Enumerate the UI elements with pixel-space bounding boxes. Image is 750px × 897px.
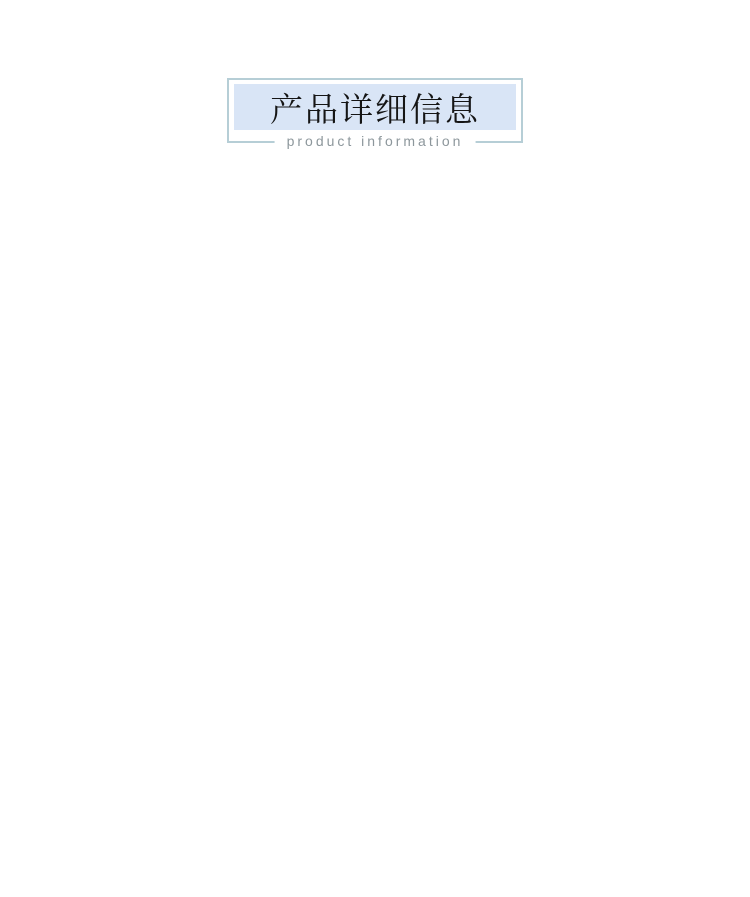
page-title: 产品详细信息: [234, 84, 516, 130]
page-subtitle: product information: [275, 132, 476, 151]
title-box: [227, 78, 523, 149]
section-header: [0, 0, 750, 149]
